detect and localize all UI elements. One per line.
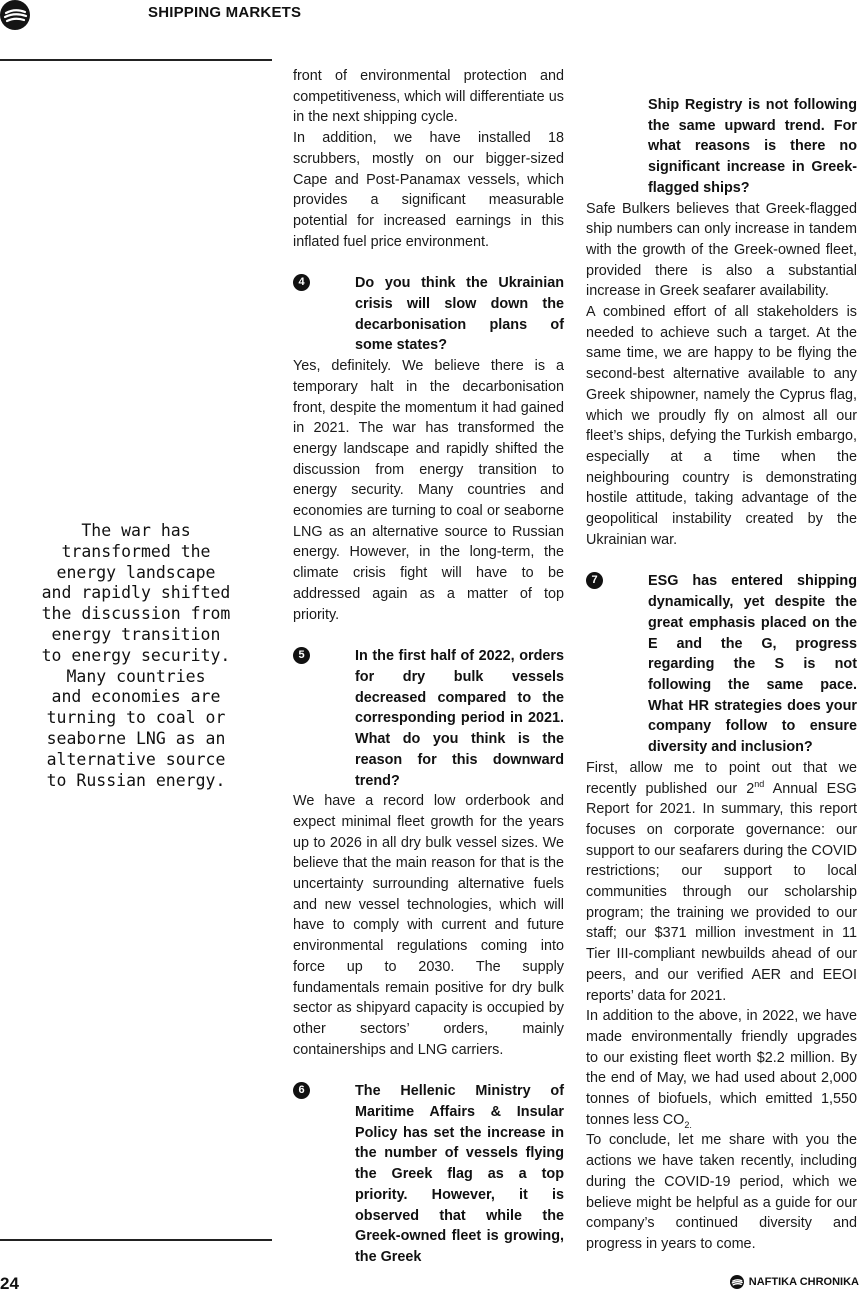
question-7 <box>586 571 857 757</box>
article-column-middle <box>293 66 564 1268</box>
brand-name: NAFTIKA CHRONIKA <box>748 1276 859 1288</box>
question-number-badge: 4 <box>293 274 310 291</box>
pull-quote-line: Many countries <box>66 666 206 686</box>
answer-4: Yes, definitely. We believe there is a temporary halt in the decarbonisation front, despite the momentum it had gained in 2021. The war has transformed the energy landscape and rapidly shifted the discussion from energy transition to energy security. Many countries and economies are turning to coal or seaborne LNG as an alternative source to Russian energy. However, in the long-term, the climate crisis fight will have to be addressed again as a matter of top priority. <box>293 358 564 623</box>
pull-quote-line: energy transition <box>51 624 221 644</box>
question-5 <box>293 646 564 791</box>
pull-quote-line: and economies are <box>51 687 221 707</box>
page-number: 24 <box>0 1274 19 1291</box>
answer-6-paragraph-1: Safe Bulkers believes that Greek-flagged ship numbers can only increase in tandem with the growth of the Greek-owned fleet, provided there is also a substantial increase in Greek seafarer availability. <box>586 200 857 300</box>
question-4-text: Do you think the Ukrainian crisis will slow down the decarbonisation plans of some states? <box>355 275 564 354</box>
pullquote-top-rule <box>0 59 272 61</box>
answer-7-p1-text-b: Annual ESG Report for 2021. In summary, this report focuses on corporate governance: our support to our seafarers during the COVID restrictions; our support to local communities through our scholarship program; the training we provided to our staff; our $371 million investment in 11 Tier III-compliant newbuilds ahead of our peers, and our verified AER and EEOI reports’ data for 2021. <box>586 780 857 1004</box>
answer-7-paragraph-1 <box>586 758 857 1006</box>
pull-quote-line: and rapidly shifted <box>41 583 231 603</box>
pull-quote-line: energy landscape <box>56 562 216 582</box>
answer-6-paragraph-2: A combined effort of all stakeholders is needed to achieve such a target. At the same time, we are happy to be flying the second-best alternative available to any Greek shipowner, namely the Cyprus flag, which we proudly fly on almost all our fleet’s ships, defying the Turkish embargo, especially at a time when the neighbouring country is demonstrating hostile attitude, taking advantage of the geopolitical instability created by the Ukrainian war. <box>586 304 857 548</box>
pull-quote-line: the discussion from <box>41 604 231 624</box>
footer-brand <box>730 1275 859 1289</box>
wave-logo-icon <box>730 1275 744 1289</box>
intro-paragraph-2: In addition, we have installed 18 scrubbers, mostly on our bigger-sized Cape and Post-Panamax vessels, which provides a significant measurable potential for increased earnings in this inflated fuel price environment. <box>293 130 564 250</box>
pull-quote-line: The war has <box>81 521 191 540</box>
answer-5: We have a record low orderbook and expect minimal fleet growth for the years up to 2026 in all dry bulk vessel sizes. We believe that the main reason for that is the uncertainty surrounding alternative fuels and new vessel technologies, which will have to comply with current and future environmental regulations coming into force up to 2030. The supply fundamentals remain positive for dry bulk sector as shipyard capacity is occupied by other sectors’ orders, mainly containerships and LNG carriers. <box>293 793 564 1058</box>
answer-7-p2-text: In addition to the above, in 2022, we have made environmentally friendly upgrades to our existing fleet worth $2.2 million. By the end of May, we had used about 2,000 tonnes of biofuels, which emitted 1,550 tonnes less CO <box>586 1008 857 1128</box>
question-5-text: In the first half of 2022, orders for dry bulk vessels decreased compared to the corresponding period in 2021. What do you think is the reason for this downward trend? <box>355 648 564 789</box>
pull-quote-line: turning to coal or <box>46 708 226 728</box>
answer-7-p1-text-a: First, allow me to point out that we recently published our 2 <box>586 759 857 797</box>
question-4 <box>293 273 564 356</box>
answer-7-paragraph-2 <box>586 1006 857 1130</box>
pull-quote-line: to energy security. <box>41 645 231 665</box>
pull-quote-line: transformed the <box>61 541 211 561</box>
section-title: SHIPPING MARKETS <box>148 4 302 21</box>
question-number-badge: 6 <box>293 1082 310 1099</box>
question-number-badge: 7 <box>586 572 603 589</box>
question-6-text-part2: Ship Registry is not following the same upward trend. For what reasons is there no significant increase in Greek-flagged ships? <box>648 97 857 196</box>
question-6-continued <box>586 95 857 199</box>
intro-paragraph-1: front of environmental protection and competitiveness, which will differentiate us in the next shipping cycle. <box>293 68 564 126</box>
wave-logo-icon <box>0 0 30 30</box>
question-7-text: ESG has entered shipping dynamically, yet despite the great emphasis placed on the E and the G, progress regarding the S is not following the same pace. What HR strategies does your company follow to ensure diversity and inclusion? <box>648 573 857 756</box>
question-number-badge: 5 <box>293 647 310 664</box>
pull-quote-line: seaborne LNG as an <box>46 728 226 748</box>
answer-7-paragraph-3: To conclude, let me share with you the actions we have taken recently, including during the COVID-19 period, which we believe might be helpful as a guide for our company’s continued diversity and progress in years to come. <box>586 1132 857 1252</box>
pull-quote <box>16 521 256 791</box>
question-6-text-part1: The Hellenic Ministry of Maritime Affairs & Insular Policy has set the increase in the number of vessels flying the Greek flag as a top priority. However, it is observed that while the Greek-owned fleet is growing, the Greek <box>355 1083 564 1265</box>
co2-subscript: 2. <box>684 1119 692 1130</box>
ordinal-suffix: nd <box>754 778 765 789</box>
question-6 <box>293 1081 564 1267</box>
pullquote-bottom-rule <box>0 1239 272 1241</box>
pull-quote-line: to Russian energy. <box>46 770 226 790</box>
pull-quote-line: alternative source <box>46 749 226 769</box>
article-column-right <box>586 95 857 1255</box>
